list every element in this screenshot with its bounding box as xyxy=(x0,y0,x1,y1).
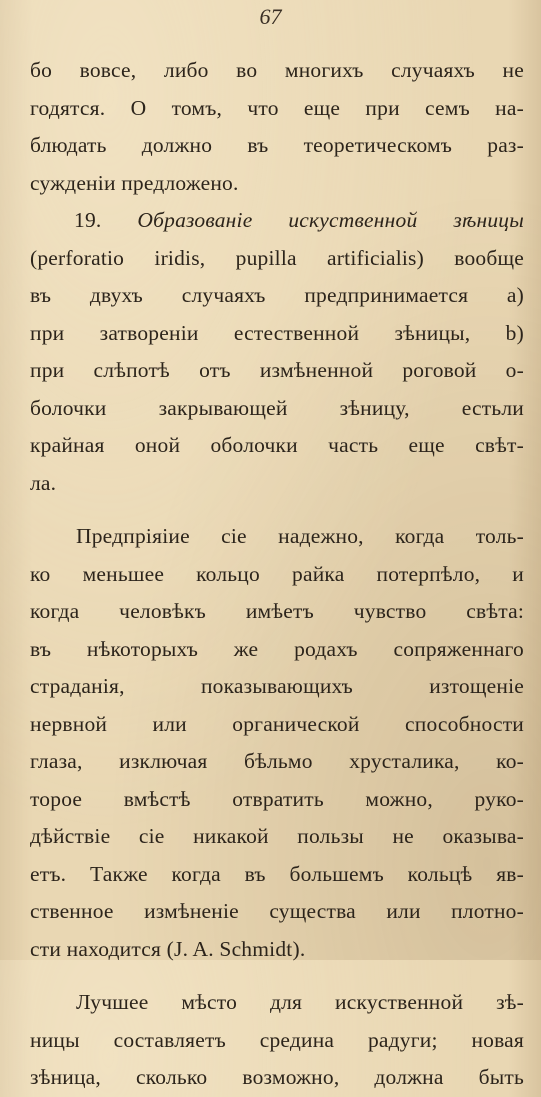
text-line: годятся. О томъ, что еще при семъ на- xyxy=(30,95,524,120)
text-line: торое вмѣстѣ отвратить можно, руко- xyxy=(30,786,524,811)
text-line: когда человѣкъ имѣетъ чувство свѣта: xyxy=(30,599,524,623)
text-line: ко меньшее кольцо райка потерпѣло, и xyxy=(30,561,524,586)
text-line: въ нѣкоторыхъ же родахъ сопряженнаго xyxy=(30,636,524,661)
page-text xyxy=(30,52,524,1097)
text-line: крайная оной оболочки часть еще свѣт- xyxy=(30,433,524,457)
text-line: страданія, показывающихъ изтощеніе xyxy=(30,674,524,698)
section-heading-line xyxy=(30,202,524,240)
text-line: етъ. Также когда въ большемъ кольцѣ яв- xyxy=(30,861,524,886)
text-line: блюдать должно въ теоретическомъ раз- xyxy=(30,133,524,157)
text-line: въ двухъ случаяхъ предпринимается a) xyxy=(30,283,524,307)
text-line: при затвореніи естественной зѣницы, b) xyxy=(30,320,524,345)
text-line: ла. xyxy=(30,470,57,495)
text-line: нервной или органической способности xyxy=(30,711,524,736)
text-line: болочки закрывающей зѣницу, естьли xyxy=(30,395,524,420)
section-number: 19. xyxy=(74,208,102,232)
text-line: (perforatio iridis, pupilla artificialis) вообще xyxy=(30,245,524,270)
page-number: 67 xyxy=(259,4,282,29)
text-line: ницы составляетъ средина радуги; новая xyxy=(30,1027,524,1052)
text-line: ственное измѣненіе существа или плотно- xyxy=(30,899,524,923)
text-line: при слѣпотѣ отъ измѣненной роговой о- xyxy=(30,358,524,382)
text-line: дѣйствіе сіе никакой пользы не оказыва- xyxy=(30,824,524,848)
text-line: Предпріяіие сіе надежно, когда толь- xyxy=(76,524,524,548)
paragraph-gap xyxy=(30,502,524,518)
text-line: глаза, изключая бѣльмо хрусталика, ко- xyxy=(30,749,524,773)
text-line: зѣница, сколько возможно, должна быть xyxy=(30,1065,524,1089)
text-line: сужденіи предложено. xyxy=(30,170,239,195)
text-line: Лучшее мѣсто для искуственной зѣ- xyxy=(76,990,524,1014)
text-line: бо вовсе, либо во многихъ случаяхъ не xyxy=(30,58,524,82)
paragraph-gap xyxy=(30,968,524,984)
section-heading: Образованіе искуственной зѣницы xyxy=(137,208,525,232)
text-line: сти находится (J. A. Schmidt). xyxy=(30,936,306,961)
